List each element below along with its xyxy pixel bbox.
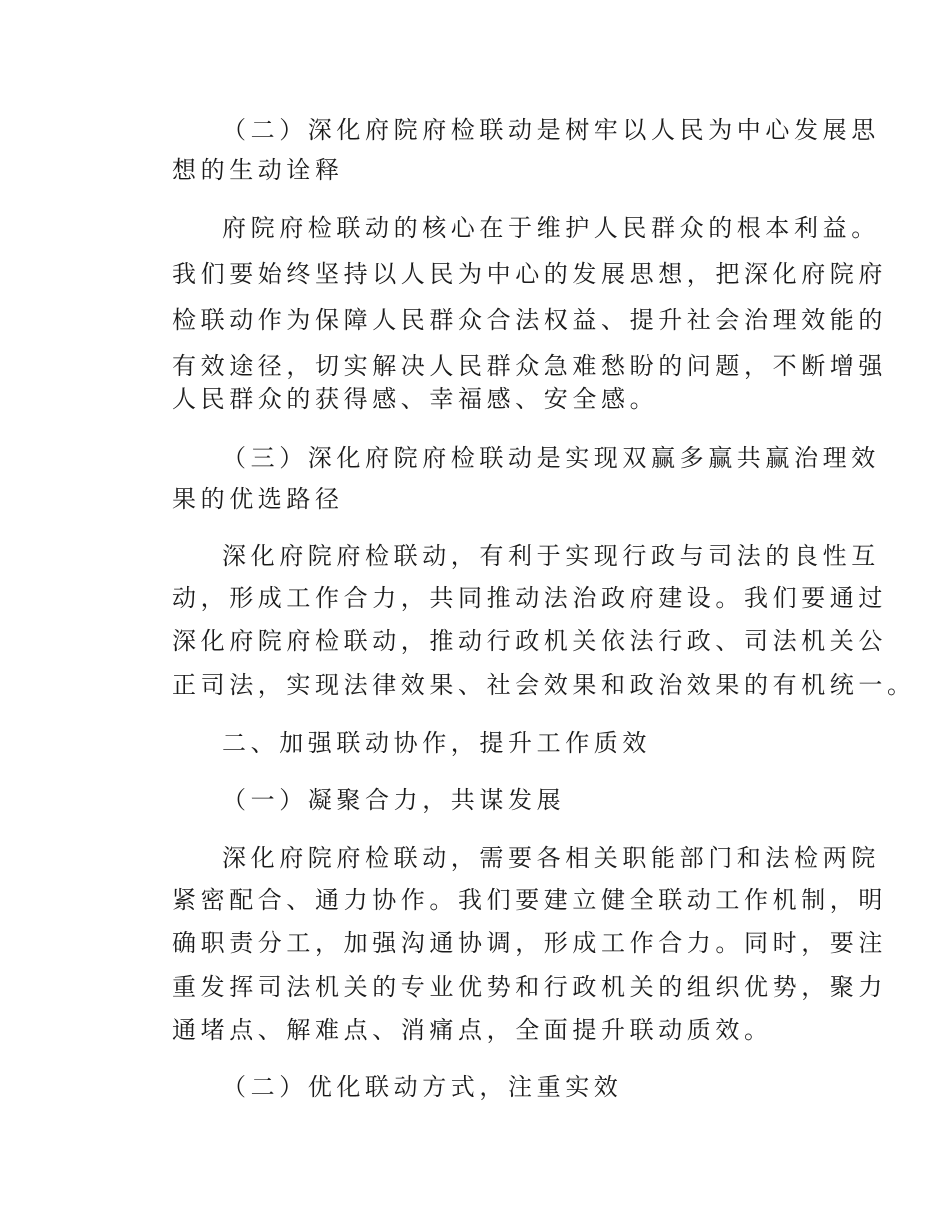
paragraph-line: 人民群众的获得感、幸福感、安全感。 (172, 385, 659, 413)
paragraph-line: 我们要始终坚持以人民为中心的发展思想，把深化府院府 (172, 260, 887, 288)
paragraph-line: 紧密配合、通力协作。我们要建立健全联动工作机制，明 (172, 886, 887, 914)
paragraph-line: 府院府检联动的核心在于维护人民群众的根本利益。 (222, 214, 880, 242)
section-heading: 二、加强联动协作，提升工作质效 (222, 729, 651, 757)
subheading-line: （三）深化府院府检联动是实现双赢多赢共赢治理效 (222, 444, 880, 472)
subheading-line: 想的生动诠释 (172, 156, 344, 184)
paragraph-line: 有效途径，切实解决人民群众急难愁盼的问题，不断增强 (172, 352, 887, 380)
subheading-line: （二）优化联动方式，注重实效 (222, 1073, 623, 1101)
paragraph-line: 正司法，实现法律效果、社会效果和政治效果的有机统一。 (172, 671, 916, 699)
paragraph-line: 深化府院府检联动，有利于实现行政与司法的良性互 (222, 542, 880, 570)
subheading-line: 果的优选路径 (172, 485, 344, 513)
paragraph-line: 通堵点、解难点、消痛点，全面提升联动质效。 (172, 1016, 773, 1044)
subheading-line: （一）凝聚合力，共谋发展 (222, 786, 566, 814)
paragraph-line: 深化府院府检联动，需要各相关职能部门和法检两院 (222, 844, 880, 872)
paragraph-line: 重发挥司法机关的专业优势和行政机关的组织优势，聚力 (172, 973, 887, 1001)
paragraph-line: 动，形成工作合力，共同推动法治政府建设。我们要通过 (172, 584, 887, 612)
subheading-line: （二）深化府院府检联动是树牢以人民为中心发展思 (222, 116, 880, 144)
paragraph-line: 检联动作为保障人民群众合法权益、提升社会治理效能的 (172, 306, 887, 334)
paragraph-line: 确职责分工，加强沟通协调，形成工作合力。同时，要注 (172, 929, 887, 957)
paragraph-line: 深化府院府检联动，推动行政机关依法行政、司法机关公 (172, 627, 887, 655)
